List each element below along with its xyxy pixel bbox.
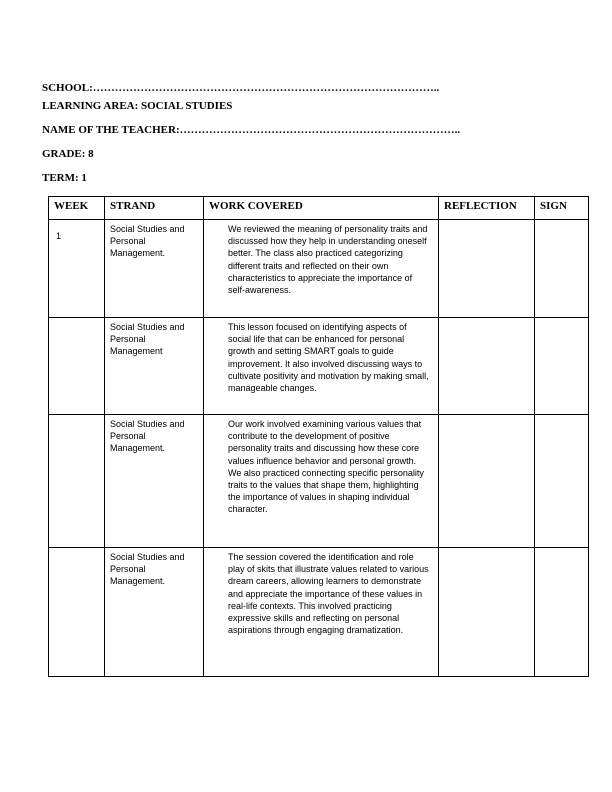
work-covered-cell: We reviewed the meaning of personality traits and discussed how they help in understanding oneself better. The class also practiced categorizing different traits and reflected on their own characteristics to appreciate the importance of self-awareness. <box>204 220 439 318</box>
sign-cell[interactable] <box>535 415 589 548</box>
week-cell: 1 <box>49 220 105 318</box>
reflection-cell[interactable] <box>439 415 535 548</box>
col-strand: STRAND <box>105 197 204 220</box>
reflection-cell[interactable] <box>439 548 535 677</box>
work-covered-cell: This lesson focused on identifying aspects of social life that can be enhanced for personal growth and setting SMART goals to guide improvement. It also involved discussing ways to cultivate positivity and motivation by making small, manageable changes. <box>204 318 439 415</box>
work-covered-cell: The session covered the identification and role play of skits that illustrate values related to various dream careers, allowing learners to demonstrate and appreciate the importance of these values in real-life contexts. This involved practicing expressive skills and reflecting on personal aspirations through engaging dramatization. <box>204 548 439 677</box>
week-cell <box>49 548 105 677</box>
grade: GRADE: 8 <box>42 148 94 160</box>
strand-cell: Social Studies and Personal Management. <box>105 548 204 677</box>
reflection-cell[interactable] <box>439 318 535 415</box>
table-row <box>49 220 589 318</box>
school-field: SCHOOL:………………………………………………………………………………….. <box>42 82 440 94</box>
learning-area: LEARNING AREA: SOCIAL STUDIES <box>42 100 233 112</box>
strand-cell: Social Studies and Personal Management. <box>105 220 204 318</box>
strand-cell: Social Studies and Personal Management <box>105 318 204 415</box>
work-covered-cell: Our work involved examining various values that contribute to the development of positive personality traits and discussing how these core values influence behavior and personal growth. We also practiced connecting specific personality traits to the values that shape them, highlighting the importance of values in shaping individual character. <box>204 415 439 548</box>
reflection-cell[interactable] <box>439 220 535 318</box>
table-row <box>49 318 589 415</box>
sign-cell[interactable] <box>535 318 589 415</box>
week-cell <box>49 318 105 415</box>
week-cell <box>49 415 105 548</box>
table-row <box>49 548 589 677</box>
table-header-row <box>49 197 589 220</box>
table-row <box>49 415 589 548</box>
col-sign: SIGN <box>535 197 589 220</box>
record-of-work-table <box>48 196 589 677</box>
sign-cell[interactable] <box>535 548 589 677</box>
teacher-field: NAME OF THE TEACHER:………………………………………………………………….. <box>42 124 461 136</box>
sign-cell[interactable] <box>535 220 589 318</box>
col-reflection: REFLECTION <box>439 197 535 220</box>
col-week: WEEK <box>49 197 105 220</box>
term: TERM: 1 <box>42 172 87 184</box>
strand-cell: Social Studies and Personal Management. <box>105 415 204 548</box>
col-work-covered: WORK COVERED <box>204 197 439 220</box>
